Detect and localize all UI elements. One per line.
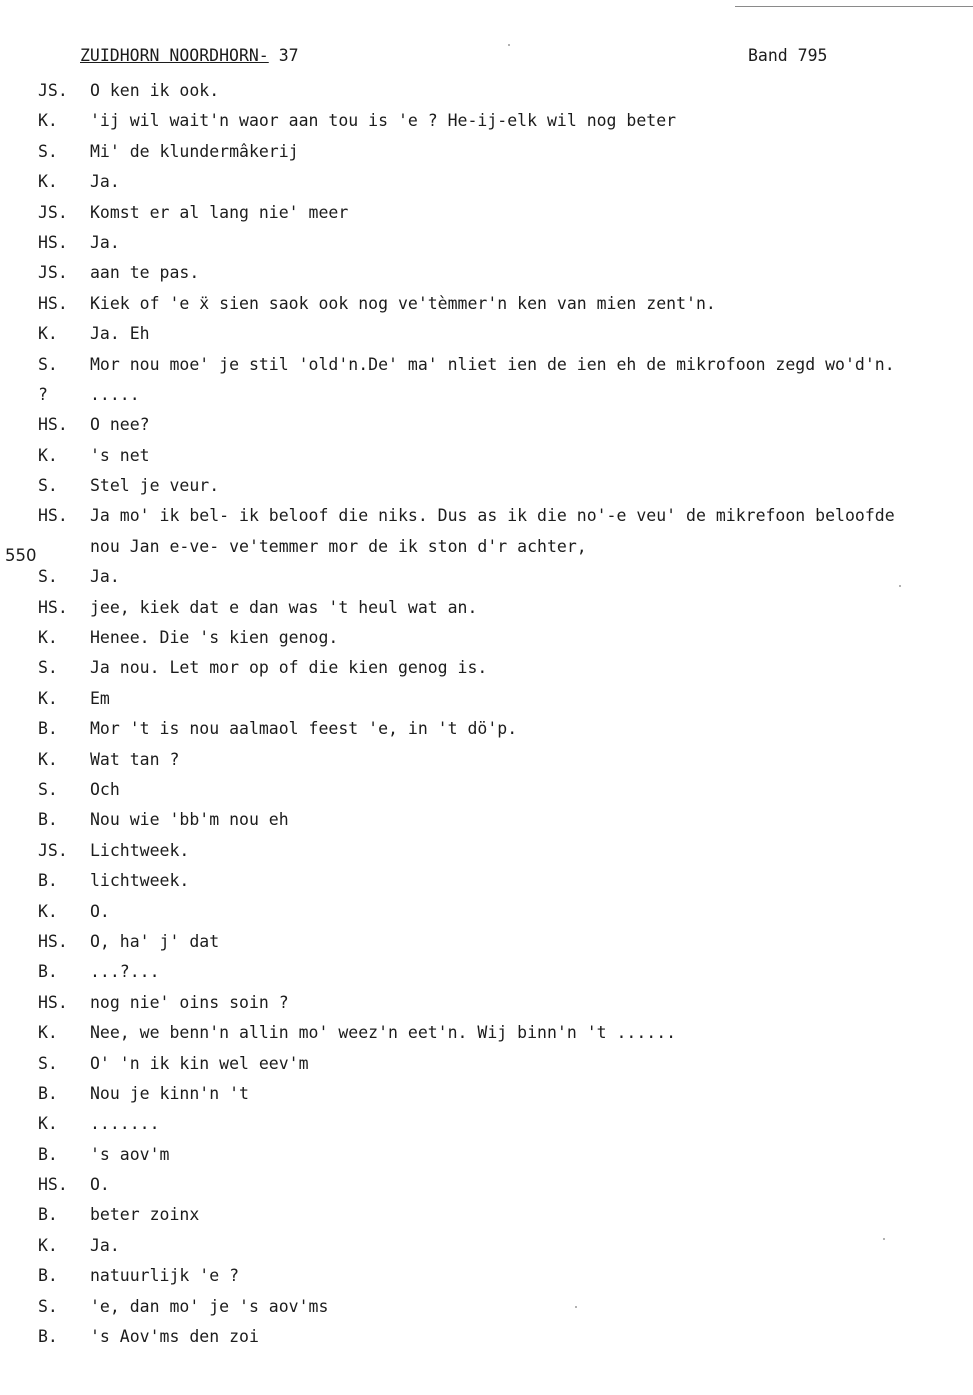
speaker-label: HS. bbox=[38, 1175, 68, 1195]
speaker-label: S. bbox=[38, 658, 58, 678]
transcript-line bbox=[0, 1140, 973, 1170]
utterance-text: O. bbox=[90, 901, 110, 921]
transcript-line bbox=[0, 1200, 973, 1230]
utterance-text: Em bbox=[90, 688, 110, 708]
transcript-line bbox=[0, 562, 973, 592]
utterance-text: Lichtweek. bbox=[90, 840, 190, 860]
utterance-text: Ja. bbox=[90, 232, 120, 252]
header-place-name: ZUIDHORN NOORDHORN- bbox=[80, 46, 269, 65]
speaker-label: JS. bbox=[38, 263, 68, 283]
speaker-label: S. bbox=[38, 1053, 58, 1073]
transcript-line bbox=[0, 1322, 973, 1352]
speaker-label: K. bbox=[38, 749, 58, 769]
utterance-text: Henee. Die 's kien genog. bbox=[90, 628, 339, 648]
speaker-label: B. bbox=[38, 962, 58, 982]
transcript-line bbox=[0, 714, 973, 744]
transcript-line bbox=[0, 957, 973, 987]
speaker-label: S. bbox=[38, 567, 58, 587]
transcript-line bbox=[0, 350, 973, 380]
utterance-text: Nou wie 'bb'm nou eh bbox=[90, 810, 289, 830]
utterance-text: O ken ik ook. bbox=[90, 81, 220, 100]
utterance-text: Wat tan ? bbox=[90, 749, 180, 769]
transcript-line bbox=[0, 258, 973, 288]
speaker-label: HS. bbox=[38, 293, 68, 313]
scan-speck bbox=[508, 44, 510, 46]
utterance-text: jee, kiek dat e dan was 't heul wat an. bbox=[90, 597, 478, 617]
utterance-text: Mor nou moe' je stil 'old'n.De' ma' nliet ien de ien eh de mikrofoon zegd wo'd'n. bbox=[90, 354, 895, 374]
speaker-label: S. bbox=[38, 476, 58, 496]
transcript-line bbox=[0, 775, 973, 805]
speaker-label: JS. bbox=[38, 81, 68, 100]
transcript-line bbox=[0, 836, 973, 866]
transcript-line bbox=[0, 441, 973, 471]
transcript-line bbox=[0, 198, 973, 228]
speaker-label: K. bbox=[38, 1114, 58, 1134]
utterance-text: 'ij wil wait'n waor aan tou is 'e ? He-ij-elk wil nog beter bbox=[90, 111, 677, 131]
transcript-line bbox=[0, 319, 973, 349]
utterance-text: Och bbox=[90, 779, 120, 799]
utterance-text: 's aov'm bbox=[90, 1144, 170, 1164]
speaker-label: K. bbox=[38, 1235, 58, 1255]
utterance-text: Ja nou. Let mor op of die kien genog is. bbox=[90, 658, 488, 678]
top-edge-rule bbox=[735, 6, 973, 7]
speaker-label: K. bbox=[38, 172, 58, 192]
speaker-label: B. bbox=[38, 810, 58, 830]
speaker-label: B. bbox=[38, 1083, 58, 1103]
transcript-line bbox=[0, 1049, 973, 1079]
speaker-label: B. bbox=[38, 1205, 58, 1225]
speaker-label: JS. bbox=[38, 840, 68, 860]
speaker-label: S. bbox=[38, 1296, 58, 1316]
utterance-text: Ja mo' ik bel- ik beloof die niks. Dus as ik die no'-e veu' de mikrefoon beloofde bbox=[90, 506, 895, 526]
speaker-label: B. bbox=[38, 871, 58, 891]
transcript-line bbox=[0, 137, 973, 167]
speaker-label: S. bbox=[38, 779, 58, 799]
utterance-text: O nee? bbox=[90, 415, 150, 435]
transcript-line bbox=[0, 532, 973, 562]
header-tape-number: Band 795 bbox=[748, 46, 828, 65]
utterance-text: lichtweek. bbox=[90, 871, 190, 891]
utterance-text: Nee, we benn'n allin mo' weez'n eet'n. Wij binn'n 't ...... bbox=[90, 1023, 677, 1043]
transcript-line bbox=[0, 897, 973, 927]
transcript-line bbox=[0, 623, 973, 653]
transcript-line bbox=[0, 593, 973, 623]
transcript-line bbox=[0, 289, 973, 319]
transcript-line bbox=[0, 927, 973, 957]
transcript-line bbox=[0, 866, 973, 896]
utterance-text: Ja. Eh bbox=[90, 324, 150, 344]
utterance-text: 's Aov'ms den zoi bbox=[90, 1327, 259, 1347]
speaker-label: B. bbox=[38, 1144, 58, 1164]
page-header-left bbox=[80, 46, 299, 65]
utterance-text: nog nie' oins soin ? bbox=[90, 992, 289, 1012]
utterance-text: Mor 't is nou aalmaol feest 'e, in 't dö'p. bbox=[90, 719, 518, 739]
speaker-label: JS. bbox=[38, 202, 68, 222]
transcript-line bbox=[0, 745, 973, 775]
speaker-label: K. bbox=[38, 1023, 58, 1043]
utterance-text: Ja. bbox=[90, 172, 120, 192]
utterance-text: ...?... bbox=[90, 962, 160, 982]
scan-speck bbox=[883, 1238, 885, 1240]
utterance-text: O' 'n ik kin wel eev'm bbox=[90, 1053, 309, 1073]
speaker-label: HS. bbox=[38, 992, 68, 1012]
speaker-label: HS. bbox=[38, 506, 68, 526]
utterance-text: Komst er al lang nie' meer bbox=[90, 202, 349, 222]
transcript-line bbox=[0, 1109, 973, 1139]
utterance-text: natuurlijk 'e ? bbox=[90, 1266, 240, 1286]
speaker-label: ? bbox=[38, 384, 48, 404]
utterance-text: Stel je veur. bbox=[90, 476, 220, 496]
transcript-line bbox=[0, 501, 973, 531]
speaker-label: K. bbox=[38, 688, 58, 708]
utterance-text: Nou je kinn'n 't bbox=[90, 1083, 249, 1103]
utterance-text: Ja. bbox=[90, 567, 120, 587]
scan-speck bbox=[899, 585, 901, 587]
speaker-label: K. bbox=[38, 628, 58, 648]
utterance-text: Mi' de klundermâkerij bbox=[90, 141, 299, 161]
transcript-line bbox=[0, 380, 973, 410]
utterance-text: Ja. bbox=[90, 1235, 120, 1255]
transcript-line bbox=[0, 410, 973, 440]
speaker-label: S. bbox=[38, 141, 58, 161]
transcript-line bbox=[0, 1018, 973, 1048]
utterance-text: nou Jan e-ve- ve'temmer mor de ik ston d'r achter, bbox=[90, 536, 587, 556]
utterance-text: O, ha' j' dat bbox=[90, 931, 220, 951]
transcript-line bbox=[0, 106, 973, 136]
transcript-line bbox=[0, 1079, 973, 1109]
speaker-label: S. bbox=[38, 354, 58, 374]
margin-line-number: 550 bbox=[5, 546, 37, 565]
speaker-label: HS. bbox=[38, 597, 68, 617]
transcript-line bbox=[0, 1261, 973, 1291]
scan-speck bbox=[575, 1306, 577, 1308]
speaker-label: K. bbox=[38, 111, 58, 131]
speaker-label: HS. bbox=[38, 415, 68, 435]
speaker-label: K. bbox=[38, 324, 58, 344]
utterance-text: 'e, dan mo' je 's aov'ms bbox=[90, 1296, 329, 1316]
speaker-label: B. bbox=[38, 1327, 58, 1347]
transcript-line bbox=[0, 988, 973, 1018]
transcript-line bbox=[0, 684, 973, 714]
utterance-text: 's net bbox=[90, 445, 150, 465]
utterance-text: ....... bbox=[90, 1114, 160, 1134]
speaker-label: B. bbox=[38, 719, 58, 739]
utterance-text: Kiek of 'e ẍ sien saok ook nog ve'tèmmer'n ken van mien zent'n. bbox=[90, 293, 716, 313]
transcript-line bbox=[0, 653, 973, 683]
transcript-line bbox=[0, 805, 973, 835]
transcript-body bbox=[0, 76, 973, 1352]
transcript-line bbox=[0, 1170, 973, 1200]
speaker-label: K. bbox=[38, 901, 58, 921]
transcript-line bbox=[0, 76, 973, 106]
utterance-text: aan te pas. bbox=[90, 263, 200, 283]
utterance-text: O. bbox=[90, 1175, 110, 1195]
speaker-label: HS. bbox=[38, 931, 68, 951]
speaker-label: HS. bbox=[38, 232, 68, 252]
header-page-number: 37 bbox=[278, 46, 299, 65]
speaker-label: B. bbox=[38, 1266, 58, 1286]
transcript-line bbox=[0, 471, 973, 501]
transcript-line bbox=[0, 228, 973, 258]
transcript-line bbox=[0, 1292, 973, 1322]
speaker-label: K. bbox=[38, 445, 58, 465]
transcript-line bbox=[0, 167, 973, 197]
transcript-line bbox=[0, 1231, 973, 1261]
utterance-text: ..... bbox=[90, 384, 140, 404]
utterance-text: beter zoinx bbox=[90, 1205, 200, 1225]
